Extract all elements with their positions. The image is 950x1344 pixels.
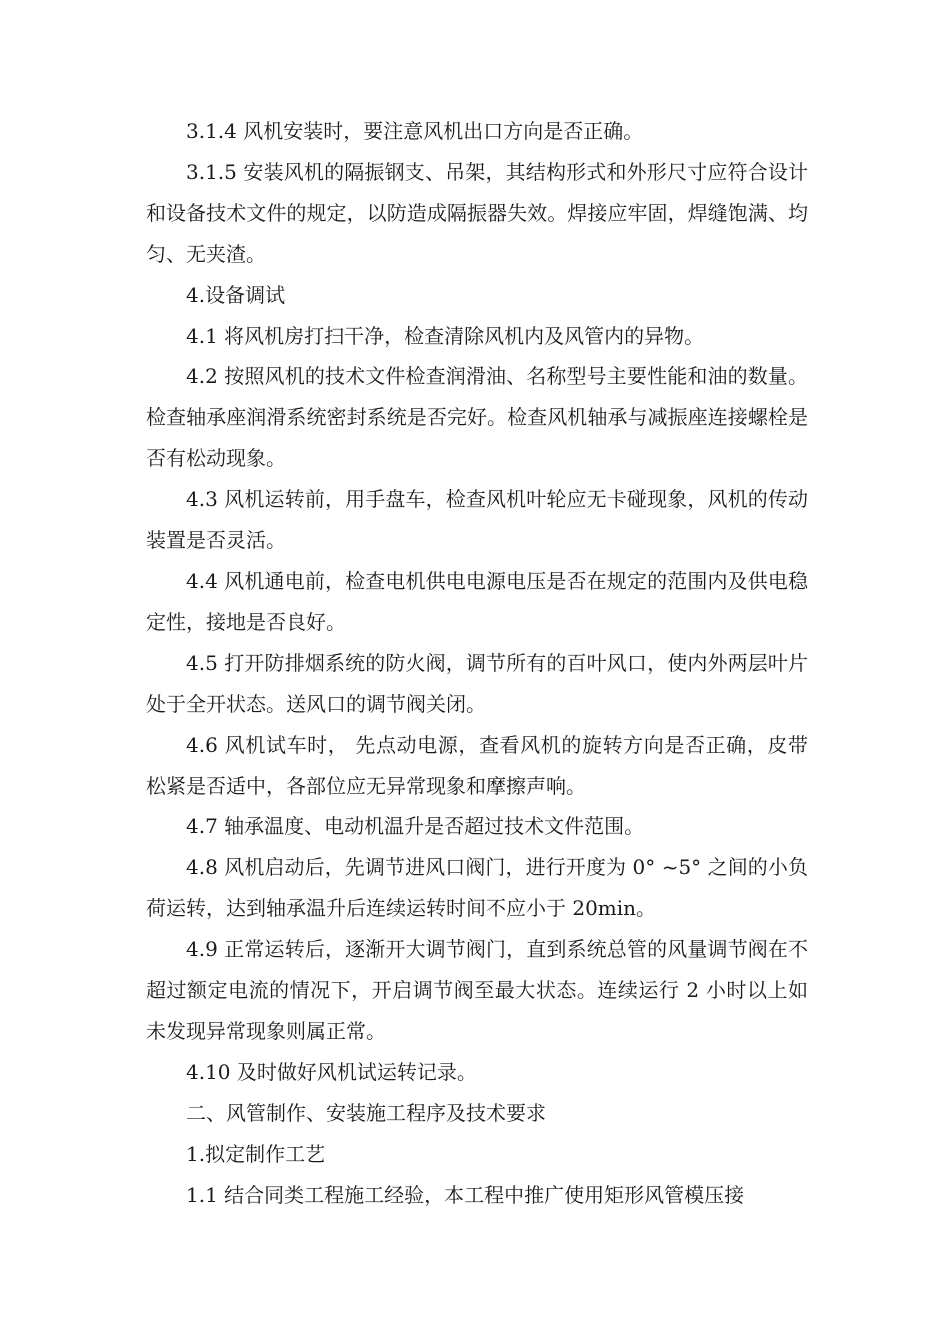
paragraph-4-7: 4.7 轴承温度、电动机温升是否超过技术文件范围。 [186, 814, 645, 839]
paragraph-3-1-5: 3.1.5 安装风机的隔振钢支、吊架，其结构形式和外形尺寸应符合设计和设备技术文件的规定，以防造成隔振器失效。焊接应牢固，焊缝饱满、均匀、无夹渣。 [146, 159, 808, 266]
document-body [146, 111, 808, 1215]
paragraph-4-2: 4.2 按照风机的技术文件检查润滑油、名称型号主要性能和油的数量。检查轴承座润滑系统密封系统是否完好。检查风机轴承与减振座连接螺栓是否有松动现象。 [146, 364, 808, 471]
section-heading-2: 二、风管制作、安装施工程序及技术要求 [186, 1100, 546, 1125]
paragraph-4-3: 4.3 风机运转前，用手盘车，检查风机叶轮应无卡碰现象，风机的传动装置是否灵活。 [146, 487, 808, 553]
subsection-heading-1: 1.拟定制作工艺 [186, 1141, 326, 1166]
paragraph-3-1-4: 3.1.4 风机安装时，要注意风机出口方向是否正确。 [186, 119, 644, 143]
paragraph-4-5: 4.5 打开防排烟系统的防火阀，调节所有的百叶风口，使内外两层叶片处于全开状态。送风口的调节阀关闭。 [146, 650, 808, 716]
section-heading-4: 4.设备调试 [186, 282, 286, 307]
paragraph-4-1: 4.1 将风机房打扫干净，检查清除风机内及风管内的异物。 [186, 323, 705, 348]
paragraph-1-1: 1.1 结合同类工程施工经验，本工程中推广使用矩形风管模压接 [186, 1182, 745, 1207]
paragraph-4-9: 4.9 正常运转后，逐渐开大调节阀门，直到系统总管的风量调节阀在不超过额定电流的情况下，开启调节阀至最大状态。连续运行 2 小时以上如未发现异常现象则属正常。 [146, 937, 808, 1043]
paragraph-4-4: 4.4 风机通电前，检查电机供电电源电压是否在规定的范围内及供电稳定性，接地是否良好。 [146, 568, 808, 634]
paragraph-4-8: 4.8 风机启动后，先调节进风口阀门，进行开度为 0° ~5° 之间的小负荷运转，达到轴承温升后连续运转时间不应小于 20min。 [146, 855, 808, 921]
paragraph-4-6: 4.6 风机试车时， 先点动电源，查看风机的旋转方向是否正确，皮带松紧是否适中，各部位应无异常现象和摩擦声响。 [146, 732, 808, 798]
paragraph-4-10: 4.10 及时做好风机试运转记录。 [186, 1059, 477, 1084]
